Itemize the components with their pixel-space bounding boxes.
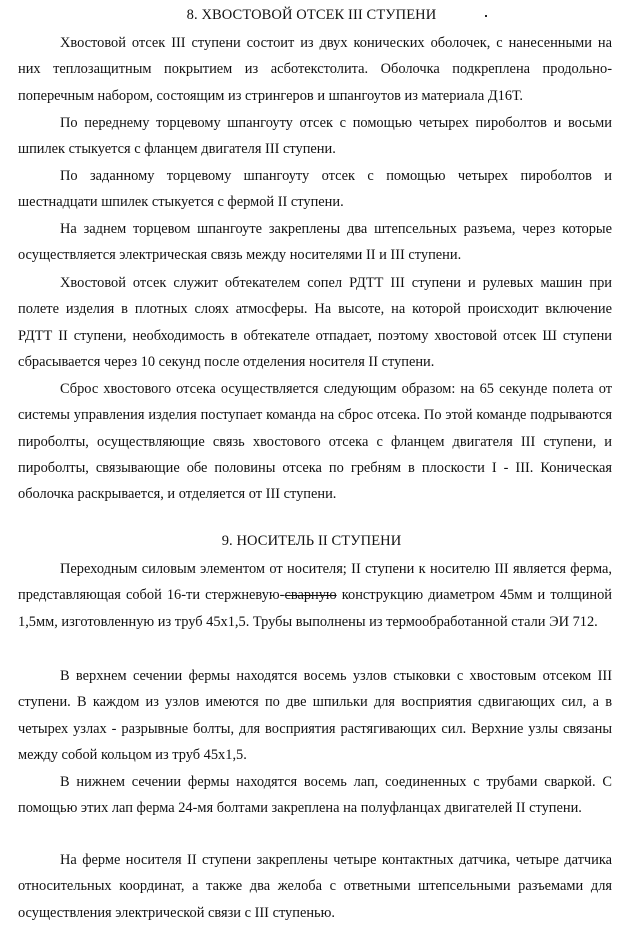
section-9-paragraph-3: В нижнем сечении фермы находятся восемь лап, соединенных с трубами сваркой. С помощью этих лап ферма 24-мя болтами закреплена на полуфланцах двигателей II ступени. (18, 774, 612, 817)
section-8-paragraph-6: Сброс хвостового отсека осуществляется следующим образом: на 65 секунде полета от системы управления изделия поступает команда на сброс отсека. По этой команде подрываются пироболты, осуществляющие связь хвостового отсека с фланцем двигателя III ступени, и пироболты, связывающие обе половины отсека по гребням в плоскости I - III. Коническая оболочка раскрывается, и отделяется от III ступени. (18, 381, 612, 503)
section-8-paragraph-4: На заднем торцевом шпангоуте закреплены два штепсельных разъема, через которые осуществляется электрическая связь между носителями II и III ступени. (18, 221, 612, 264)
section-9-paragraph-1-start: Переходным силовым элементом от носителя; II ступени к носителю III является ферма, представляющая собой 16-ти стержневую- (18, 561, 612, 604)
struck-word: сварную (284, 587, 337, 604)
section-8-title: 8. ХВОСТОВОЙ ОТСЕК III СТУПЕНИ (186, 7, 437, 23)
section-9-paragraph-4: На ферме носителя II ступени закреплены четыре контактных датчика, четыре датчика относительных координат, а также два желоба с ответными штепсельными разъемами для осуществления электрической связи с III ступенью. (18, 852, 612, 921)
section-9-paragraph-2: В верхнем сечении фермы находятся восемь узлов стыковки с хвостовым отсеком III ступени. В каждом из узлов имеются по две шпильки для восприятия сдвигающих сил, а в четырех узлах - разрывные болты, для восприятия растягивающих сил. Верхние узлы связаны между собой кольцом из труб 45х1,5. (18, 668, 612, 763)
section-9-title: 9. НОСИТЕЛЬ II СТУПЕНИ (221, 533, 402, 549)
section-8-paragraph-5: Хвостовой отсек служит обтекателем сопел РДТТ III ступени и рулевых машин при полете изделия в плотных слоях атмосферы. На высоте, на которой происходит включение РДТТ II ступени, необходимость в обтекателе отпадает, поэтому хвостовой отсек Ш ступени сбрасывается через 10 секунд после отделения носителя II ступени. (18, 275, 612, 370)
section-8-paragraph-1: Хвостовой отсек III ступени состоит из двух конических оболочек, с нанесенными на них теплозащитным покрытием из асботекстолита. Оболочка подкреплена продольно-поперечным набором, состоящим из стрингеров и шпангоутов из материала Д16Т. (18, 35, 612, 104)
section-9-paragraph-1 (18, 556, 612, 635)
section-8-paragraph-3: По заданному торцевому шпангоуту отсек с помощью четырех пироболтов и шестнадцати шпилек стыкуется с фермой II ступени. (18, 168, 612, 211)
section-8-paragraph-2: По переднему торцевому шпангоуту отсек с помощью четырех пироболтов и восьми шпилек стыкуется с фланцем двигателя III ступени. (18, 115, 612, 158)
section-9-paragraph-1-end: конструкцию диаметром 45мм и толщиной 1,5мм, изготовленную из труб 45х1,5. Трубы выполнены из термообработанной стали ЭИ 712. (18, 587, 613, 630)
scan-speck (485, 15, 487, 17)
